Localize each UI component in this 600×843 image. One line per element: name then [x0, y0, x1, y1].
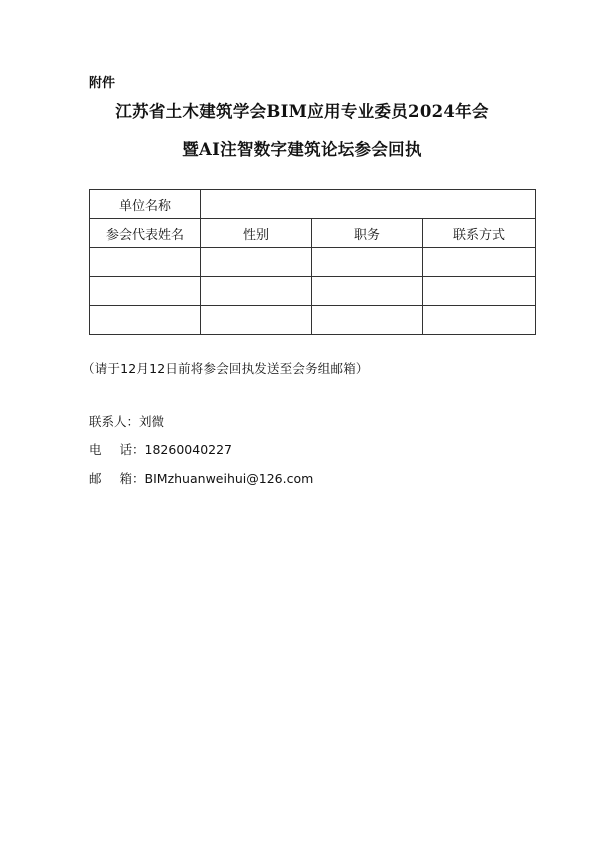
- contact-person-line: [89, 412, 164, 430]
- column-header-contact: 联系方式: [423, 219, 536, 248]
- column-header-gender: 性别: [201, 219, 312, 248]
- table-row: [90, 248, 536, 277]
- header-row: [90, 219, 536, 248]
- column-header-name: 参会代表姓名: [90, 219, 201, 248]
- contact-phone-line: [89, 440, 232, 458]
- registration-form-table: [89, 189, 536, 335]
- contact-person-name: 刘微: [139, 414, 165, 429]
- document-title-line-2: 暨AI注智数字建筑论坛参会回执: [182, 140, 422, 159]
- position-cell[interactable]: [312, 306, 423, 335]
- name-cell[interactable]: [90, 306, 201, 335]
- contact-cell[interactable]: [423, 248, 536, 277]
- document-title-line-1: 江苏省土木建筑学会BIM应用专业委员2024年会: [115, 102, 489, 121]
- contact-cell[interactable]: [423, 277, 536, 306]
- position-cell[interactable]: [312, 277, 423, 306]
- position-cell[interactable]: [312, 248, 423, 277]
- phone-label-part2: 话：: [119, 442, 145, 457]
- column-header-position: 职务: [312, 219, 423, 248]
- unit-name-label: 单位名称: [90, 190, 201, 219]
- unit-row: [90, 190, 536, 219]
- phone-number: 18260040227: [144, 442, 233, 457]
- unit-name-field[interactable]: [201, 190, 536, 219]
- contact-cell[interactable]: [423, 306, 536, 335]
- phone-label-part1: 电: [89, 442, 120, 457]
- gender-cell[interactable]: [201, 277, 312, 306]
- contact-person-label: 联系人：: [89, 414, 140, 429]
- name-cell[interactable]: [90, 248, 201, 277]
- email-address[interactable]: BIMzhuanweihui@126.com: [144, 471, 314, 486]
- contact-email-line: [89, 469, 313, 487]
- email-label-part2: 箱：: [119, 471, 145, 486]
- gender-cell[interactable]: [201, 248, 312, 277]
- email-label-part1: 邮: [89, 471, 120, 486]
- table-row: [90, 277, 536, 306]
- table-row: [90, 306, 536, 335]
- attachment-label: 附件: [89, 76, 116, 91]
- name-cell[interactable]: [90, 277, 201, 306]
- gender-cell[interactable]: [201, 306, 312, 335]
- deadline-note: （请于12月12日前将参会回执发送至会务组邮箱）: [82, 361, 369, 376]
